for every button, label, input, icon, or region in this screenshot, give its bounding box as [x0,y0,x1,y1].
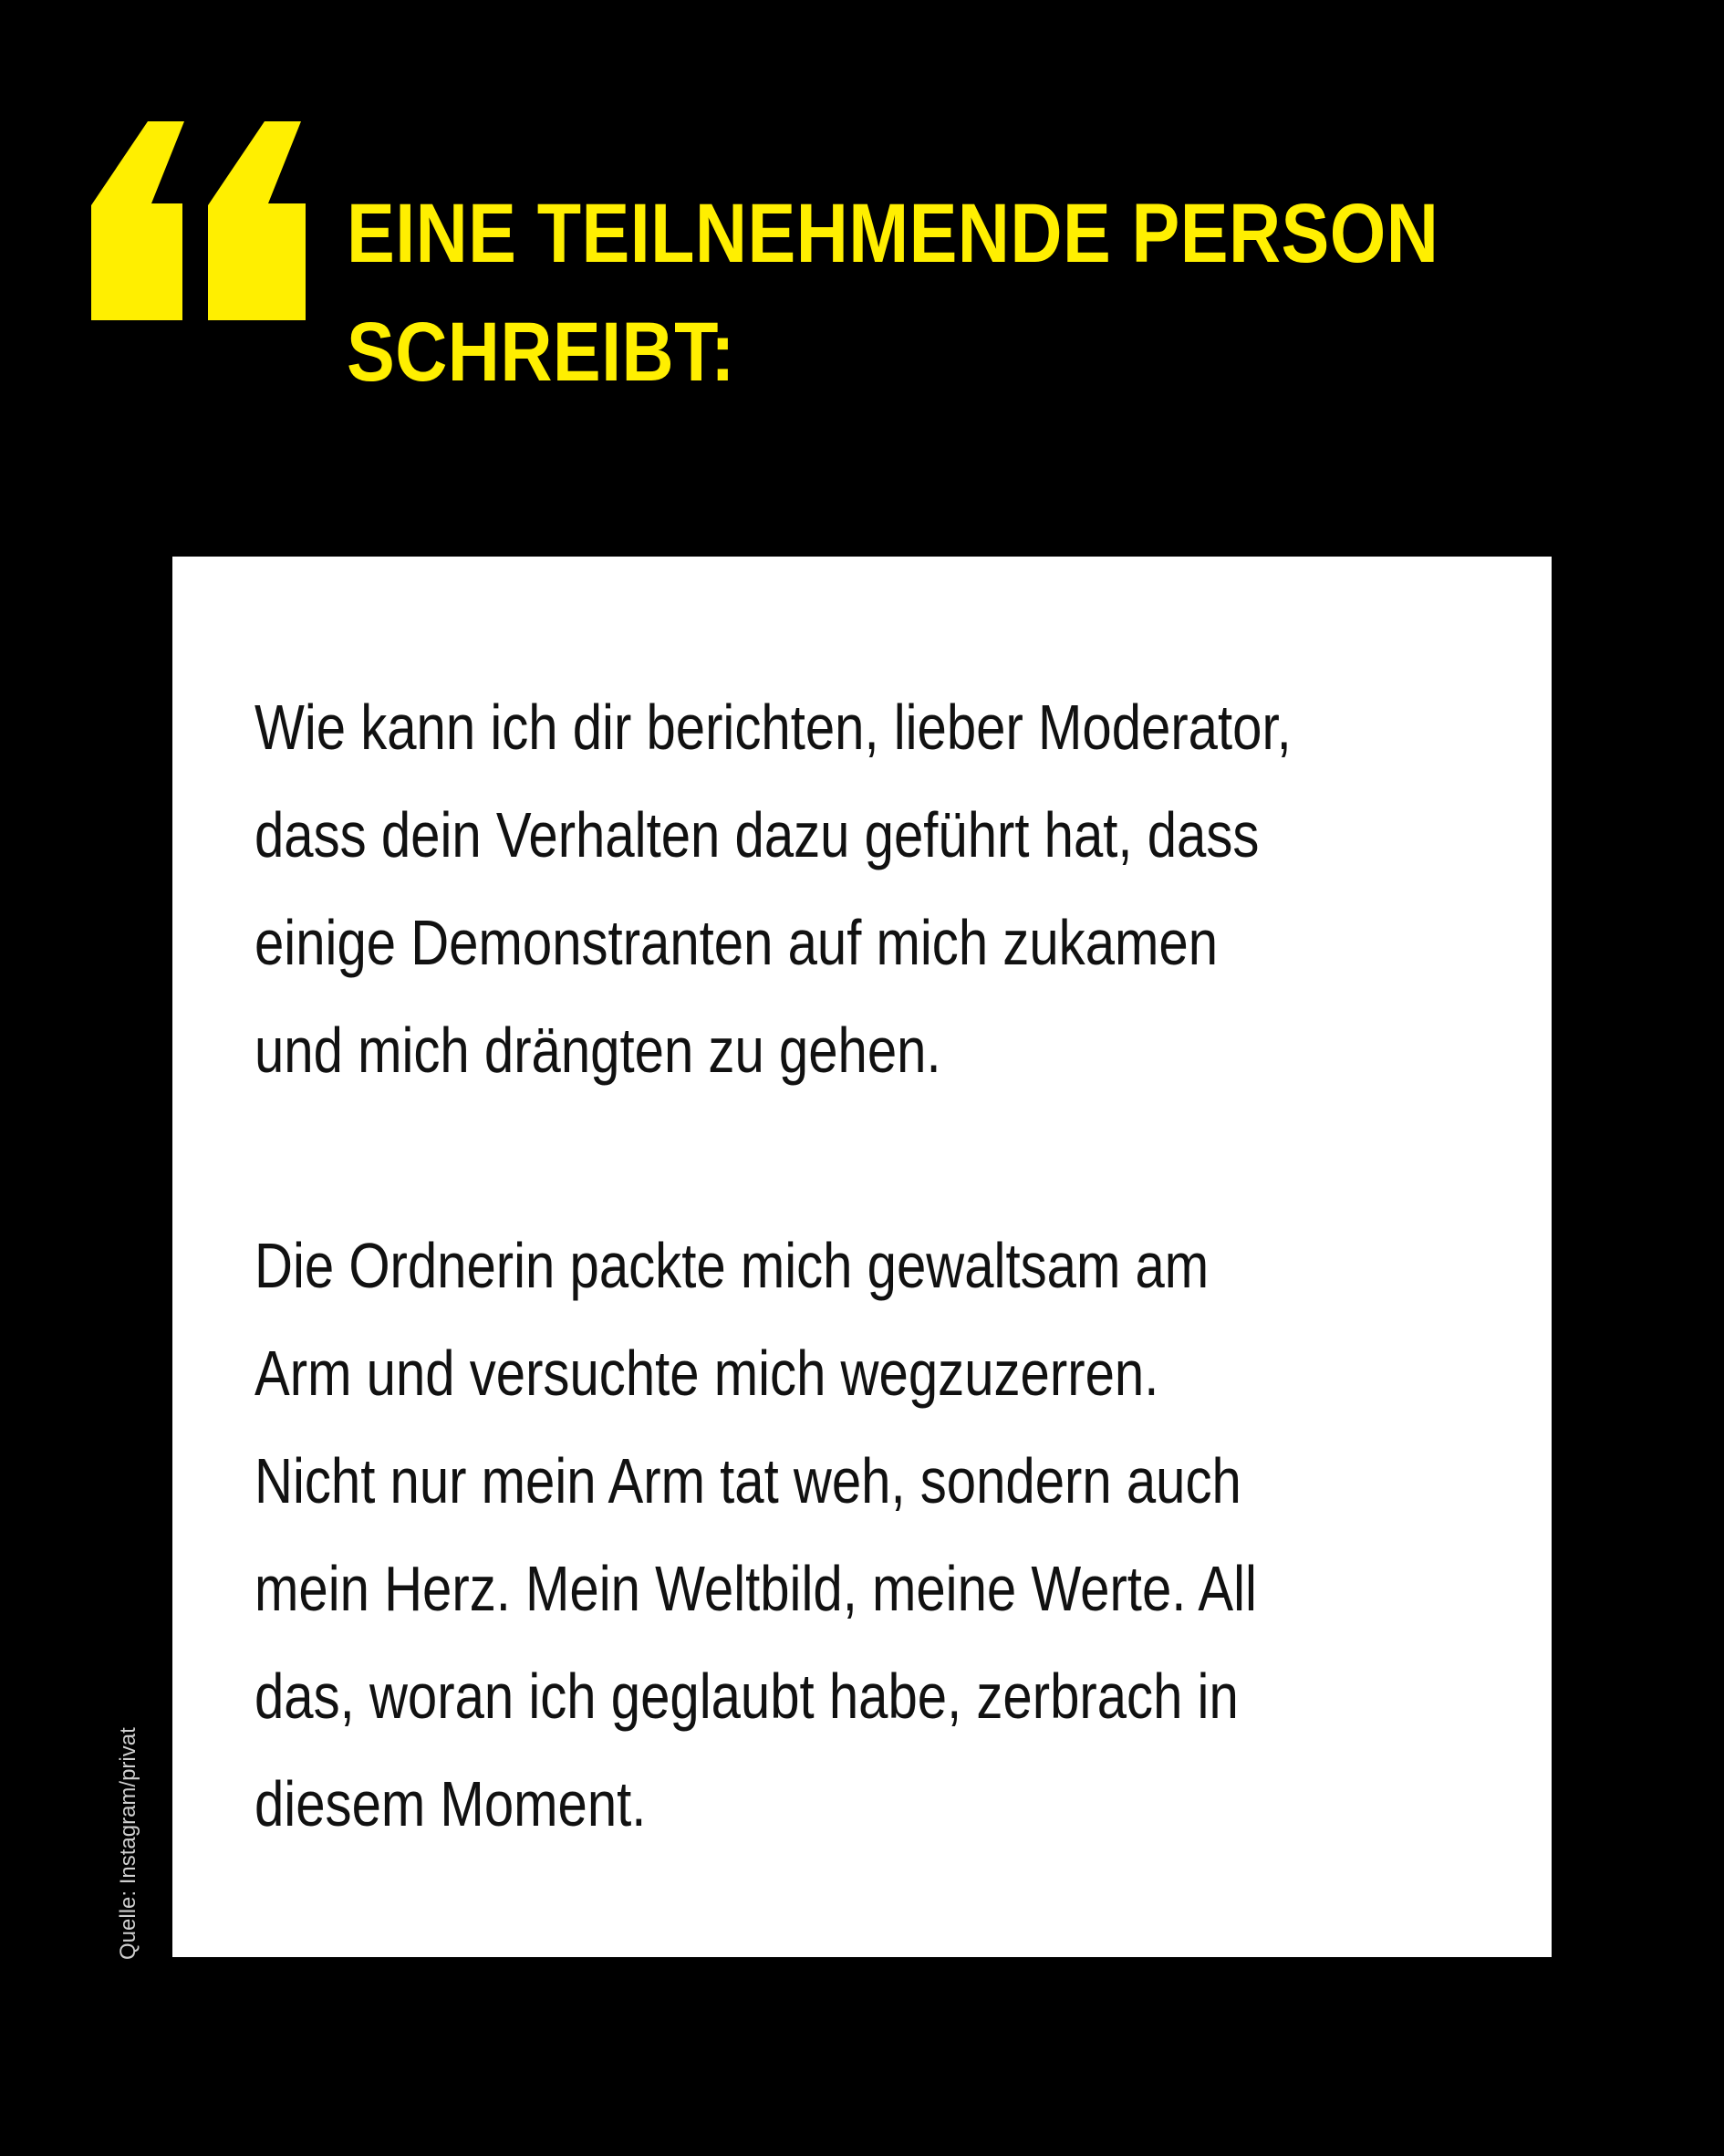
headline [347,187,1445,429]
quote-line: und mich drängten zu gehen. [254,1015,941,1086]
quote-line: Nicht nur mein Arm tat weh, sondern auch [254,1445,1241,1516]
quote-text [254,673,1466,1858]
quotation-mark-left-glyph [91,121,184,320]
quote-box [172,557,1552,1957]
quote-line: einige Demonstranten auf mich zukamen [254,907,1219,978]
quote-line: Die Ordnerin packte mich gewaltsam am [254,1230,1210,1301]
quotation-mark-right-glyph [208,121,306,320]
source-credit: Quelle: Instagram/privat [116,1727,140,1960]
quote-line: Wie kann ich dir berichten, lieber Moderator, [254,692,1292,763]
quote-line: mein Herz. Mein Weltbild, meine Werte. All [254,1553,1257,1624]
quotation-mark-icon [91,121,306,320]
quote-line: dass dein Verhalten dazu geführt hat, dass [254,799,1260,870]
quote-line: das, woran ich geglaubt habe, zerbrach in [254,1661,1239,1732]
paragraph-gap [254,1104,1466,1212]
quote-line: diesem Moment. [254,1768,647,1839]
headline-line-2: SCHREIBT: [347,306,735,399]
quote-line: Arm und versuchte mich wegzuzerren. [254,1338,1159,1409]
headline-line-1: EINE TEILNEHMENDE PERSON [347,187,1439,280]
